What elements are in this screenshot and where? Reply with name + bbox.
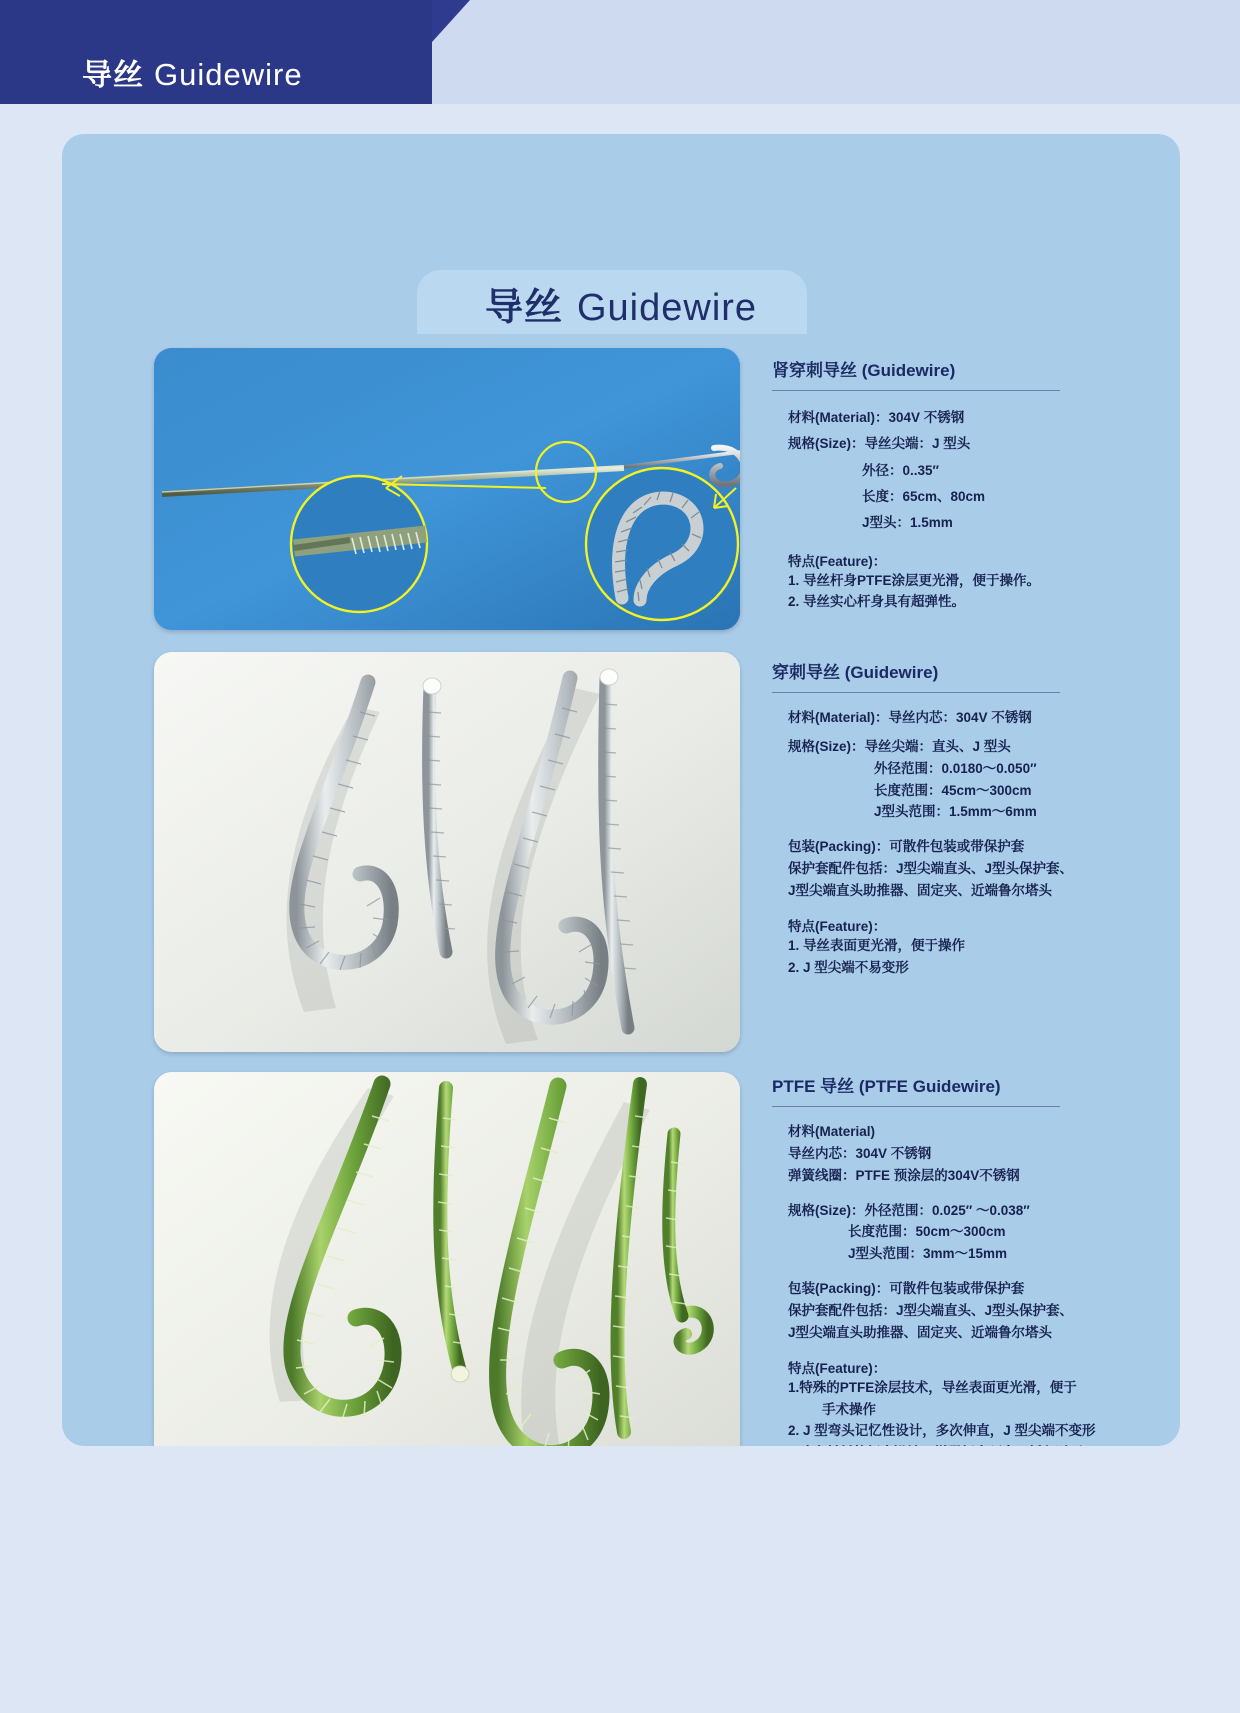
packing-line: J型尖端直头助推器、固定夹、近端鲁尔塔头 — [788, 1324, 1053, 1340]
section-puncture-guidewire — [772, 658, 1142, 979]
content-panel — [62, 134, 1180, 1446]
feature-title: 特点(Feature)： — [788, 918, 887, 934]
feature-item: 1. 导丝表面更光滑，便于操作 — [788, 937, 966, 953]
section-heading: PTFE 导丝 (PTFE Guidewire) — [772, 1072, 1060, 1107]
spec-line: 规格(Size)：导丝尖端：J 型头 — [788, 436, 971, 452]
banner-title — [82, 50, 303, 94]
feature-title: 特点(Feature)： — [788, 1360, 887, 1376]
spec-line: 导丝内芯：304V 不锈钢 — [788, 1145, 932, 1161]
packing-line: 包装(Packing)：可散件包装或带保护套 — [788, 839, 1025, 855]
spec-line: 外径：0..35″ — [862, 462, 939, 478]
banner-title-cn: 导丝 — [82, 59, 144, 92]
feature-item: 2. J 型尖端不易变形 — [788, 959, 909, 975]
section-renal-puncture-guidewire — [772, 356, 1142, 613]
feature-item: 2. J 型弯头记忆性设计，多次伸直，J 型尖端不变形 — [788, 1423, 1096, 1439]
puncture-guidewire-photo — [154, 652, 740, 1052]
spec-line: 长度：65cm、80cm — [862, 488, 986, 504]
page-title-cn: 导丝 — [484, 287, 563, 329]
top-banner — [0, 0, 1240, 104]
page-bottom-area — [0, 1446, 1240, 1713]
page-title-en: Guidewire — [576, 287, 758, 329]
feature-item: 2. 导丝实心杆身具有超弹性。 — [788, 594, 966, 610]
feature-item: 1. 导丝杆身PTFE涂层更光滑，便于操作。 — [788, 572, 1041, 588]
spec-line: J型头：1.5mm — [862, 515, 953, 531]
spec-line: J型头范围：1.5mm～6mm — [874, 804, 1037, 820]
spec-line: 外径范围：0.0180～0.050″ — [874, 760, 1037, 776]
section-heading: 肾穿刺导丝 (Guidewire) — [772, 356, 1060, 391]
spec-line: 材料(Material)：304V 不锈钢 — [788, 410, 965, 425]
feature-item-cont: 手术操作 — [822, 1401, 876, 1417]
banner-title-en: Guidewire — [154, 57, 303, 92]
renal-puncture-guidewire-photo — [154, 348, 740, 630]
feature-item: 1.特殊的PTFE涂层技术，导丝表面更光滑，便于 — [788, 1379, 1077, 1395]
spec-line: 规格(Size)：外径范围：0.025″ ～0.038″ — [788, 1202, 1030, 1218]
packing-line: 保护套配件包括：J型尖端直头、J型头保护套、 — [788, 861, 1074, 877]
feature-title: 特点(Feature)： — [788, 553, 887, 569]
page-title — [62, 276, 1180, 331]
spec-line: J型头范围：3mm～15mm — [848, 1246, 1008, 1262]
section-heading: 穿刺导丝 (Guidewire) — [772, 658, 1060, 693]
spec-line: 弹簧线圈：PTFE 预涂层的304V不锈钢 — [788, 1167, 1020, 1183]
packing-line: J型尖端直头助推器、固定夹、近端鲁尔塔头 — [788, 883, 1053, 899]
spec-line: 长度范围：45cm～300cm — [874, 782, 1032, 798]
spec-line: 长度范围：50cm～300cm — [848, 1224, 1006, 1240]
packing-line: 包装(Packing)：可散件包装或带保护套 — [788, 1281, 1025, 1297]
spec-line: 材料(Material) — [788, 1124, 876, 1139]
packing-line: 保护套配件包括：J型尖端直头、J型头保护套、 — [788, 1303, 1074, 1319]
section-ptfe-guidewire — [772, 1072, 1142, 1486]
spec-line: 规格(Size)：导丝尖端：直头、J 型头 — [788, 738, 1011, 754]
spec-line: 材料(Material)：导丝内芯：304V 不锈钢 — [788, 710, 1032, 725]
